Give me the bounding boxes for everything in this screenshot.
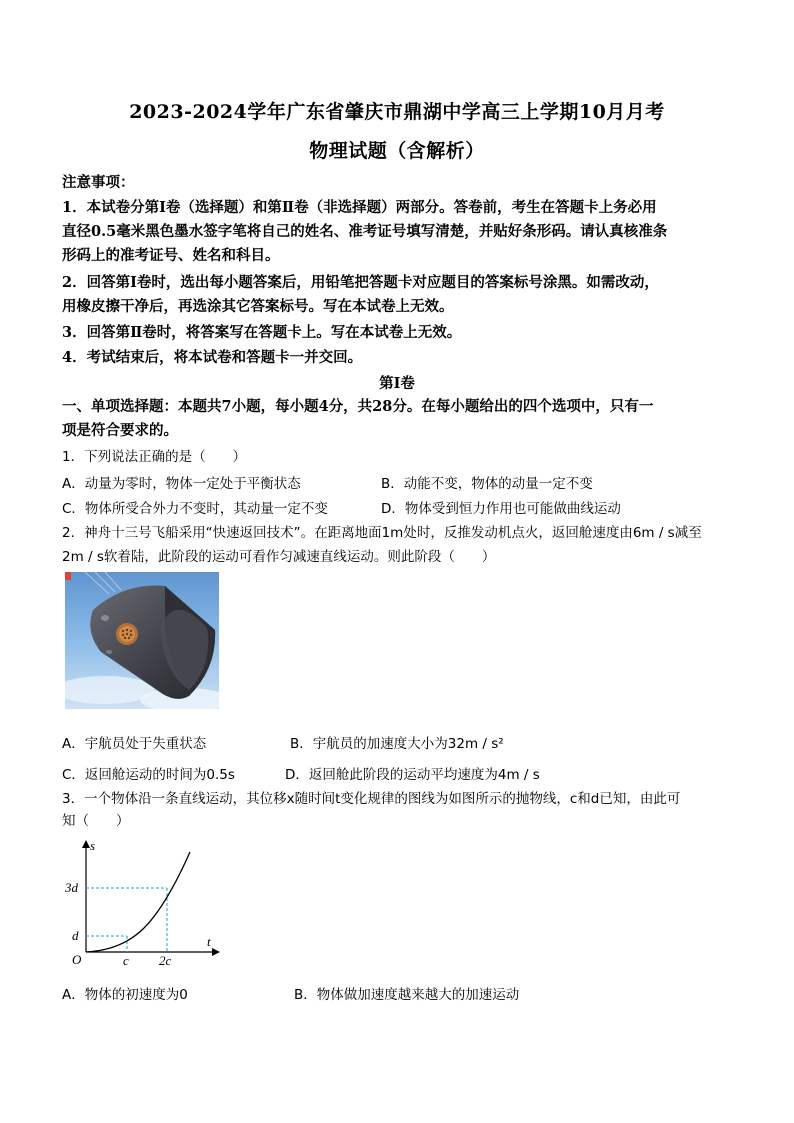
q1-stem: 1．下列说法正确的是（ ）	[62, 449, 247, 465]
tick-2c: 2c	[159, 953, 172, 968]
exam-title: 2023-2024学年广东省肇庆市鼎湖中学高三上学期10月月考	[129, 101, 665, 123]
notice-line: 4．考试结束后，将本试卷和答题卡一并交回。	[62, 349, 363, 366]
origin-label: O	[72, 952, 82, 967]
q1-option-a: A．动量为零时，物体一定处于平衡状态	[62, 476, 301, 492]
x-axis-arrow-icon	[212, 948, 220, 956]
volume-heading: 第Ⅰ卷	[379, 375, 415, 392]
q3-stem: 3．一个物体沿一条直线运动，其位移x随时间t变化规律的图线为如图所示的抛物线，c和d已知，由此可	[62, 791, 681, 807]
q2-stem: 2．神舟十三号飞船采用“快速返回技术”。在距离地面1m处时，反推发动机点火，返回舱速度由6m / s减至	[62, 525, 702, 541]
q1-option-c: C．物体所受合外力不变时，其动量一定不变	[62, 501, 328, 517]
position-time-graph	[62, 838, 222, 970]
notice-line: 用橡皮擦干净后，再选涂其它答案标号。写在本试卷上无效。	[62, 298, 454, 315]
q2-option-d: D．返回舱此阶段的运动平均速度为4m / s	[285, 767, 540, 783]
q2-option-b: B．宇航员的加速度大小为32m / s²	[290, 736, 504, 752]
exam-subtitle: 物理试题（含解析）	[309, 140, 485, 162]
return-capsule-image	[65, 572, 219, 709]
q2-stem-cont: 2m / s软着陆，此阶段的运动可看作匀减速直线运动。则此阶段（ ）	[62, 549, 496, 565]
y-axis-label: s	[90, 838, 96, 853]
q2-option-c: C．返回舱运动的时间为0.5s	[62, 767, 235, 783]
notice-line: 3．回答第Ⅱ卷时，将答案写在答题卡上。写在本试卷上无效。	[62, 324, 462, 341]
section-heading: 一、单项选择题：本题共7小题，每小题4分，共28分。在每小题给出的四个选项中，只有一	[62, 398, 654, 415]
tick-c: c	[123, 953, 129, 968]
notice-line: 1．本试卷分第Ⅰ卷（选择题）和第Ⅱ卷（非选择题）两部分。答卷前，考生在答题卡上务必用	[62, 199, 657, 216]
tick-3d: 3d	[65, 880, 78, 895]
y-axis-arrow-icon	[82, 840, 90, 848]
q1-option-d: D．物体受到恒力作用也可能做曲线运动	[381, 501, 621, 517]
q1-option-b: B．动能不变，物体的动量一定不变	[381, 476, 593, 492]
notice-line: 2．回答第Ⅰ卷时，选出每小题答案后，用铅笔把答题卡对应题目的答案标号涂黑。如需改动，	[62, 274, 659, 291]
notice-line: 形码上的准考证号、姓名和科目。	[62, 247, 280, 264]
parabola-curve	[86, 852, 190, 952]
q3-stem-cont: 知（ ）	[62, 813, 130, 829]
q3-option-b: B．物体做加速度越来越大的加速运动	[294, 987, 520, 1003]
tick-d: d	[72, 928, 79, 943]
q3-option-a: A．物体的初速度为0	[62, 987, 188, 1003]
q2-option-a: A．宇航员处于失重状态	[62, 736, 207, 752]
x-axis-label: t	[207, 934, 211, 949]
section-heading-cont: 项是符合要求的。	[62, 422, 178, 439]
notice-line: 直径0.5毫米黑色墨水签字笔将自己的姓名、准考证号填写清楚，并贴好条形码。请认真核准条	[62, 223, 668, 240]
notice-heading: 注意事项：	[62, 174, 135, 191]
